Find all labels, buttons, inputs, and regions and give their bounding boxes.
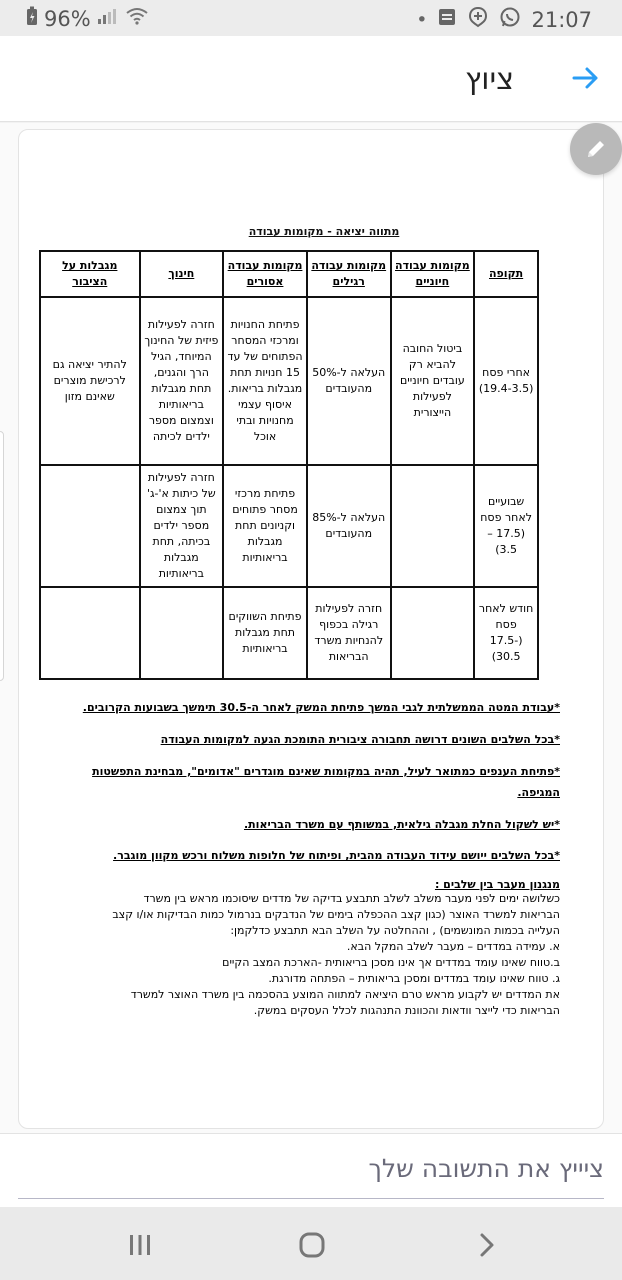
document-title: מתווה יציאה - מקומות עבודה xyxy=(248,225,400,238)
table-cell xyxy=(140,587,224,679)
document xyxy=(59,225,589,248)
clock-time: 21:07 xyxy=(531,7,592,32)
image-card[interactable] xyxy=(18,129,604,1129)
reply-input[interactable]: ציייץ את התשובה שלך xyxy=(368,1154,604,1183)
note-line: *פתיחת הענפים כמתואר לעיל, תהיה במקומות שאינם מוגדרים "אדומים", מבחינת התפשטות המגיפה. xyxy=(92,764,560,799)
recents-button[interactable] xyxy=(120,1225,160,1265)
document-notes xyxy=(64,698,560,1019)
back-icon xyxy=(476,1232,496,1258)
signal-icon xyxy=(97,7,119,30)
back-nav-button[interactable] xyxy=(466,1225,506,1265)
table-cell: פתיחת השווקים תחת מגבלות בריאותיות xyxy=(223,587,307,679)
notification-icon xyxy=(437,7,457,32)
dot-icon: • xyxy=(416,8,428,31)
table-row xyxy=(40,465,538,587)
table-cell: העלאה ל-50% מהעובדים xyxy=(307,297,391,465)
table-header-cell: מקומות עבודה אסורים xyxy=(223,251,307,297)
page-title: ציוץ xyxy=(465,62,514,97)
table-cell xyxy=(391,465,475,587)
table-cell: חזרה לפעילות של כיתות א'-ג' תוך צמצום מספר ילדים בכיתה, תחת מגבלות בריאותיות xyxy=(140,465,224,587)
table-header-cell: מקומות עבודה רגילים xyxy=(307,251,391,297)
battery-icon xyxy=(26,6,38,31)
mechanism-line: ג. טווח שאינו עומד במדדים ומסכן בריאותית – הפתחה מדורגת. xyxy=(268,972,560,986)
table-cell: חזרה לפעילות רגילה בכפוף להנחיות משרד הבריאות xyxy=(307,587,391,679)
table-cell: ביטול החובה להביא רק עובדים חיוניים לפעילות הייצורית xyxy=(391,297,475,465)
edge-panel-handle[interactable] xyxy=(0,431,4,681)
content-area xyxy=(0,123,622,1133)
add-icon xyxy=(467,6,489,33)
note-line: *בכל השלבים השונים דרושה תחבורה ציבורית התומכת הגעה למקומות העבודה xyxy=(160,732,560,746)
mechanism-line: א. עמידה במדדים – מעבר לשלב המקל הבא. xyxy=(346,940,560,954)
home-icon xyxy=(298,1231,326,1259)
pencil-icon xyxy=(585,138,607,160)
mechanism-line: העלייה בכמות המונשמים) , וההחלטה על השלב הבא תתבצע כדלקמן: xyxy=(230,924,560,938)
whatsapp-icon xyxy=(499,6,521,33)
mechanism-title: מנגנון מעבר בין שלבים : xyxy=(434,878,560,892)
outline-table xyxy=(39,250,539,680)
mechanism-line: ב.טווח שאינו עומד במדדים אך אינו מסכן בריאותית -הארכת המצב הקיים xyxy=(222,956,560,970)
mechanism-line: כשלושה ימים לפני מעבר משלב לשלב תתבצע בדיקה של מדדים שיסוכמו מראש בין משרד xyxy=(143,892,560,906)
table-row xyxy=(40,297,538,465)
status-bar xyxy=(0,0,622,36)
table-row xyxy=(40,587,538,679)
status-left xyxy=(26,6,149,31)
wifi-icon xyxy=(125,7,149,30)
recents-icon xyxy=(128,1234,152,1256)
table-header-cell: מקומות עבודה חיוניים xyxy=(391,251,475,297)
mechanism-line: הבריאות למשרד האוצר (כגון קצב ההכפלה בימים של הנדבקים בנרמול כמות הבדיקות או/ו קצב xyxy=(112,908,560,922)
table-header-cell: חינוך xyxy=(140,251,224,297)
table-cell xyxy=(40,465,140,587)
battery-percent: 96% xyxy=(44,6,91,31)
system-nav-bar xyxy=(0,1207,622,1280)
table-cell: חודש לאחר פסח (17.5-30.5) xyxy=(474,587,538,679)
table-cell: שבועיים לאחר פסח (17.5 – 3.5) xyxy=(474,465,538,587)
table-cell: אחרי פסח (19.4-3.5) xyxy=(474,297,538,465)
note-line: *בכל השלבים ייושם עידוד העבודה מהבית, ופיתוח של חלופות משלוח ורכש מקוון מוגבר. xyxy=(113,849,560,863)
reply-underline xyxy=(18,1198,604,1199)
mechanism-line: את המדדים יש לקבוע מראש טרם היציאה למתווה המוצע בהסכמה בין משרד האוצר למשרד xyxy=(130,987,560,1001)
table-cell xyxy=(391,587,475,679)
table-cell xyxy=(40,587,140,679)
arrow-icon xyxy=(572,66,600,90)
table-header-cell: מגבלות על הציבור xyxy=(40,251,140,297)
table-cell: להתיר יציאה גם לרכישת מוצרים שאינם מזון xyxy=(40,297,140,465)
table-cell: חזרה לפעילות פיזית של החינוך המיוחד, הגיל הרך והגנים, תחת מגבלות בריאותיות וצמצום מספר ילדים לכיתה xyxy=(140,297,224,465)
home-button[interactable] xyxy=(292,1225,332,1265)
mechanism-line: הבריאות כדי לייצר וודאות והכוונת התנהגות לכלל העסקים במשק. xyxy=(253,1003,560,1017)
table-header-row xyxy=(40,251,538,297)
app-header xyxy=(0,36,622,122)
compose-button[interactable] xyxy=(570,123,622,175)
table-header-cell: תקופה xyxy=(474,251,538,297)
status-right xyxy=(416,6,592,33)
back-button[interactable] xyxy=(566,58,606,98)
note-line: *עבודת המטה הממשלתית לגבי המשך פתיחת המשק לאחר ה-30.5 תימשך בשבועות הקרובים. xyxy=(82,701,560,714)
reply-bar[interactable] xyxy=(0,1133,622,1207)
table-cell: פתיחת מרכזי מסחר פתוחים וקניונים תחת מגבלות בריאותיות xyxy=(223,465,307,587)
table-cell: פתיחת החנויות ומרכזי המסחר הפתוחים של עד 15 חנויות תחת מגבלות בריאות. איסוף עצמי מחנויות ובתי אוכל xyxy=(223,297,307,465)
note-line: *יש לשקול החלת מגבלה גילאית, במשותף עם משרד הבריאות. xyxy=(243,817,560,831)
table-cell: העלאה ל-85% מהעובדים xyxy=(307,465,391,587)
